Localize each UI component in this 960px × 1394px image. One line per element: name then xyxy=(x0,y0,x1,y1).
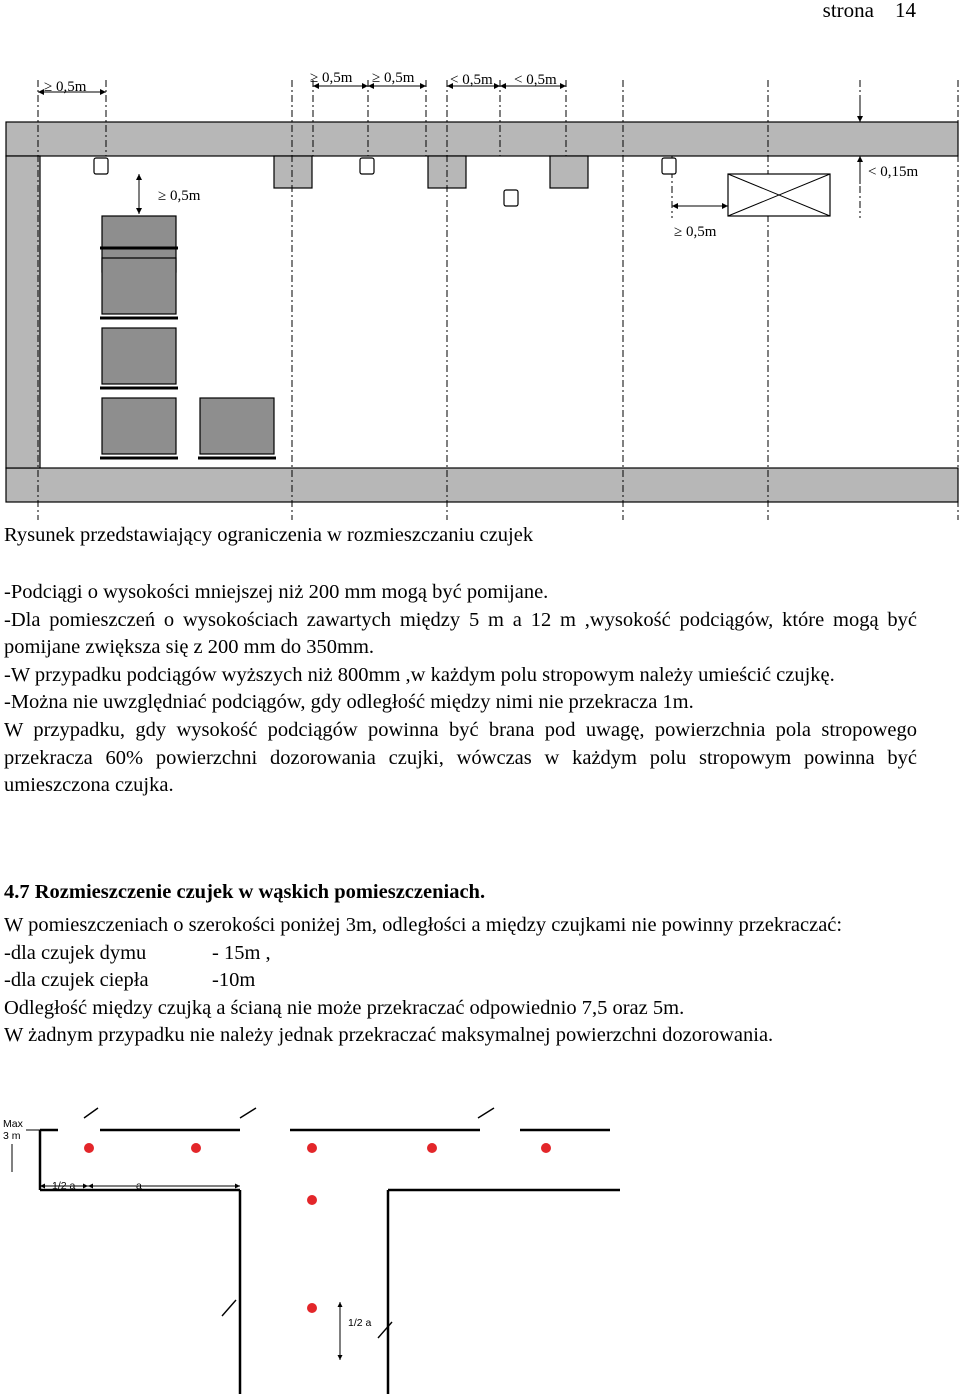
dim-label: 0,5m xyxy=(462,72,493,88)
page-number xyxy=(823,0,916,20)
max-width-label: Max xyxy=(3,1118,23,1130)
detector-icon xyxy=(360,158,374,174)
dim-label: 0,5m xyxy=(526,72,557,88)
list-item xyxy=(4,940,917,968)
left-wall xyxy=(6,156,40,468)
detector-dot xyxy=(307,1195,317,1205)
door-marks xyxy=(84,1108,494,1338)
dim-label: 0,5m xyxy=(321,70,353,86)
storage-box xyxy=(102,328,176,384)
detector-dot xyxy=(84,1143,94,1153)
paragraph: -Podciągi o wysokości mniejszej niż 200 mm mogą być pomijane. xyxy=(4,581,549,603)
paragraph: -Można nie uwzględniać podciągów, gdy odległość między nimi nie przekracza 1m. xyxy=(4,691,694,714)
svg-text:< 0,15m: < 0,15m xyxy=(868,164,919,180)
dim-label: 0,5m xyxy=(685,224,717,240)
paragraph: Odległość między czujką a ścianą nie może przekraczać odpowiednio 7,5 oraz 5m. xyxy=(4,996,685,1019)
list-item-label: -dla czujek dymu xyxy=(4,941,147,964)
storage-box xyxy=(102,258,176,314)
floor-slab xyxy=(6,468,958,502)
dimension-label: 1/2 a xyxy=(52,1180,76,1192)
list-item-value: - 15m , xyxy=(212,941,271,964)
svg-text:≥ 0,5m: ≥ 0,5m xyxy=(44,79,87,95)
list-item-value: -10m xyxy=(212,969,256,992)
corridor-walls xyxy=(40,1130,620,1394)
list-item xyxy=(4,967,917,995)
beam xyxy=(550,156,588,188)
crossed-box xyxy=(728,174,830,216)
dimension-label: 1/2 a xyxy=(348,1317,372,1329)
detector-dot xyxy=(307,1303,317,1313)
svg-text:< 0,5m: < 0,5m xyxy=(514,72,557,88)
paragraph: W pomieszczeniach o szerokości poniżej 3m, odległości a między czujkami nie powinny przekraczać: xyxy=(4,914,843,936)
detector-icon xyxy=(94,158,108,174)
detector-dot xyxy=(541,1143,551,1153)
paragraph: W przypadku, gdy wysokość podciągów powinna być brana pod uwagę, powierzchnia pola stropowego przekracza 60% powierzchni dozorowania czujki, wówczas w każdym polu stropowym powinna być umieszczona czujka. xyxy=(4,718,917,797)
storage-box xyxy=(200,398,274,454)
storage-box xyxy=(102,398,176,454)
svg-text:≥ 0,5m: ≥ 0,5m xyxy=(674,224,717,240)
dim-label: 0,15m xyxy=(880,164,919,180)
dim-label: 0,5m xyxy=(383,70,415,86)
beam-diagram xyxy=(0,58,960,520)
dim-label: 0,5m xyxy=(55,79,87,95)
detector-icon xyxy=(662,158,676,174)
svg-text:≥ 0,5m: ≥ 0,5m xyxy=(372,70,415,86)
page-label: strona xyxy=(822,0,874,22)
corridor-diagram xyxy=(0,1090,960,1394)
svg-text:≥ 0,5m: ≥ 0,5m xyxy=(158,188,201,204)
paragraph: -W przypadku podciągów wyższych niż 800mm ,w każdym polu stropowym należy umieścić czujkę. xyxy=(4,663,835,686)
paragraph: W żadnym przypadku nie należy jednak przekraczać maksymalnej powierzchni dozorowania. xyxy=(4,1024,774,1047)
list-item-label: -dla czujek ciepła xyxy=(4,969,149,992)
svg-text:≥ 0,5m: ≥ 0,5m xyxy=(310,70,353,86)
dim-label: 0,5m xyxy=(169,188,201,204)
detector-dot xyxy=(307,1143,317,1153)
section-text xyxy=(4,912,917,1050)
detector-icon xyxy=(504,190,518,206)
svg-text:< 0,5m: < 0,5m xyxy=(450,72,493,88)
beam xyxy=(274,156,312,188)
dimension-label: a xyxy=(136,1180,142,1192)
paragraph: -Dla pomieszczeń o wysokościach zawartych między 5 m a 12 m ,wysokość podciągów, które mogą być pomijane zwiększa się z 200 mm do 350mm. xyxy=(4,608,917,659)
detector-dot xyxy=(427,1143,437,1153)
body-text xyxy=(4,579,917,800)
section-heading: 4.7 Rozmieszczenie czujek w wąskich pomieszczeniach. xyxy=(4,881,486,903)
page-number-value: 14 xyxy=(895,0,916,22)
max-width-value: 3 m xyxy=(3,1130,21,1142)
figure-caption: Rysunek przedstawiający ograniczenia w rozmieszczaniu czujek xyxy=(4,524,534,546)
detector-dot xyxy=(191,1143,201,1153)
ceiling-slab xyxy=(6,122,958,156)
